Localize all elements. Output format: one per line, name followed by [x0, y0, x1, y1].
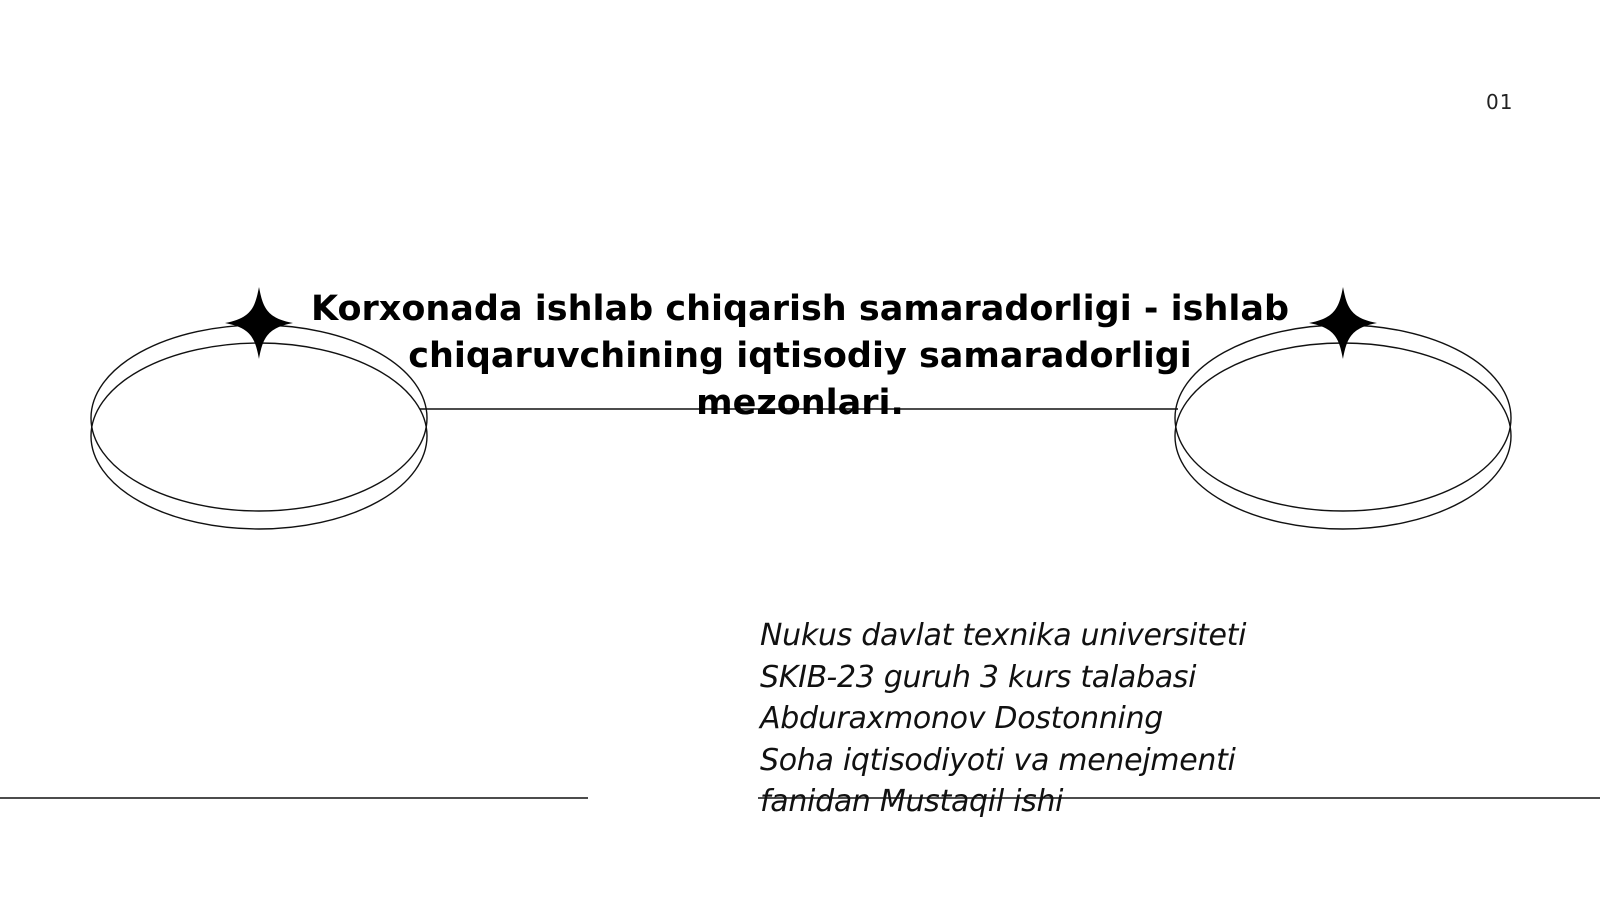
author-line: Soha iqtisodiyoti va menejmenti	[760, 742, 1236, 778]
page-number: 01	[1486, 90, 1514, 114]
title-line: mezonlari.	[696, 383, 904, 423]
author-line: Abduraxmonov Dostonning	[760, 701, 1164, 736]
author-info	[760, 615, 1320, 823]
author-line: fanidan Mustaqil ishi	[760, 784, 1064, 819]
sparkle-star-icon	[225, 287, 293, 359]
slide-title	[290, 286, 1310, 427]
author-line: Nukus davlat texnika universiteti	[760, 618, 1247, 653]
author-line: SKIB-23 guruh 3 kurs talabasi	[760, 659, 1197, 695]
title-line: chiqaruvchining iqtisodiy samaradorligi	[408, 336, 1192, 376]
sparkle-star-icon	[1309, 287, 1377, 359]
title-line: Korxonada ishlab chiqarish samaradorligi - ishlab	[310, 289, 1290, 329]
